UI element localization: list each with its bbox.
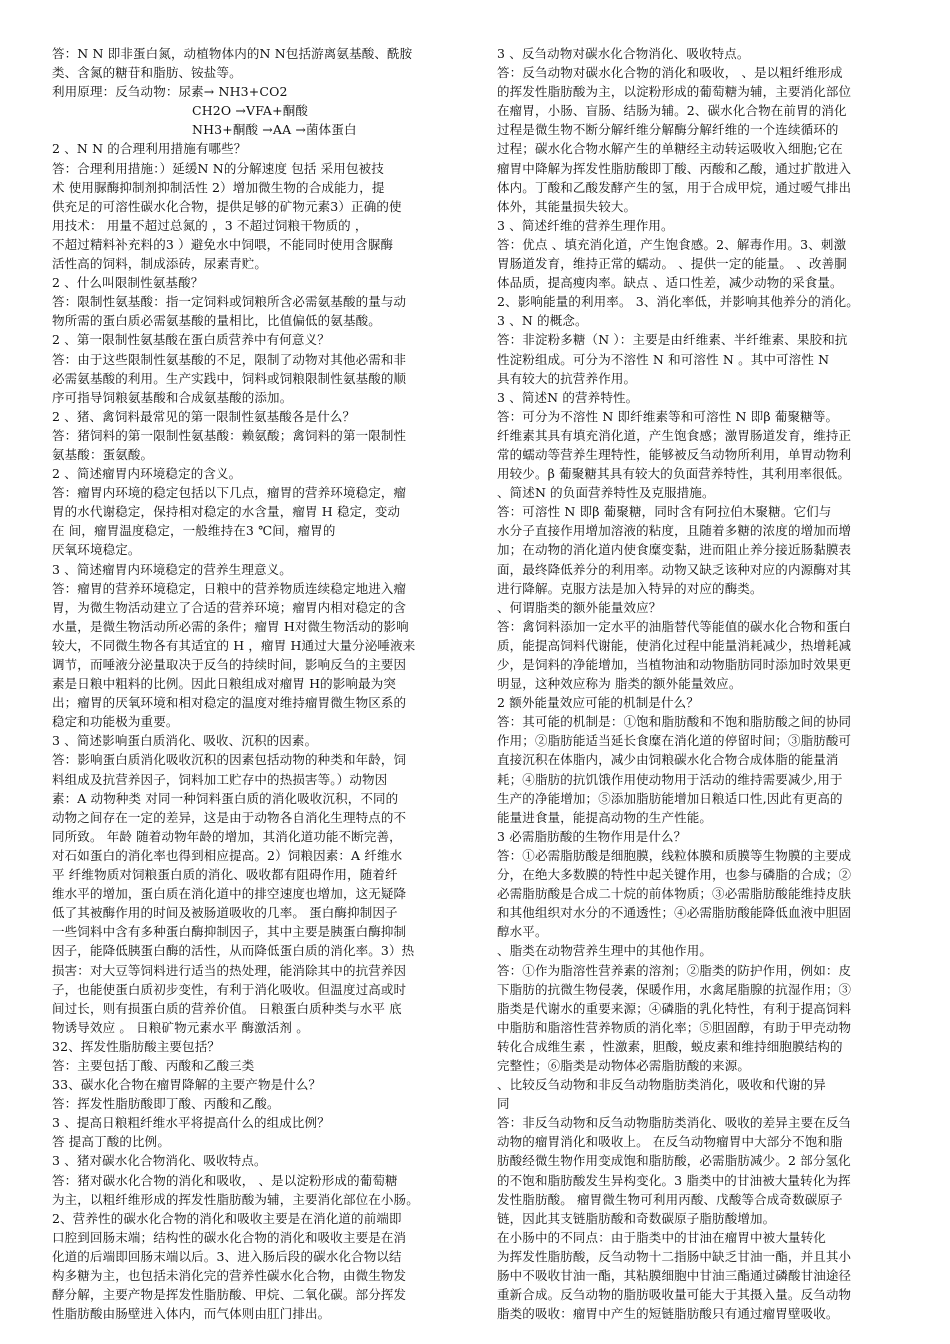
right-column-line: 在瘤胃，小肠、盲肠、结肠为辅。2、碳水化合物在前胃的消化: [497, 103, 847, 119]
right-column-line: 体内。丁酸和乙酸发酵产生的氢，用于合成甲烷，通过嗳气排出: [497, 179, 852, 195]
right-column-line: 分，在绝大多数膜的特性中起关键作用，也参与磷脂的合成；②: [497, 867, 852, 883]
right-column-line: 在小肠中的不同点：由于脂类中的甘油在瘤胃中被大量转化: [497, 1229, 826, 1245]
left-column-line: 类、含氮的糖苷和脂肪、铵盐等。: [52, 65, 242, 81]
left-column-line: 水量，是微生物活动所必需的条件；瘤胃 H对微生物活动的影响: [52, 618, 409, 634]
left-column-line: 调节，而唾液分泌量取决于反刍的持续时间，影响反刍的主要因: [52, 657, 407, 672]
left-column-line: 性脂肪酸由肠壁进入体内，而气体则由肛门排出。: [52, 1306, 331, 1322]
right-column-line: 耗；④脂肪的抗饥饿作用使动物用于活动的维持需要减少,用于: [497, 771, 843, 787]
right-column-line: 答：①作为脂溶性营养素的溶剂；②脂类的防护作用，例如：皮: [497, 962, 852, 978]
right-text-column: [497, 44, 912, 1323]
left-column-line: 一些饲料中含有多种蛋白酶抑制因子，其中主要是胰蛋白酶抑制: [52, 924, 407, 940]
left-column-line: 供充足的可溶性碳水化合物，提供足够的矿物元素3）正确的使: [52, 198, 402, 214]
left-column-line: 答：限制性氨基酸：指一定饲料或饲粮所含必需氨基酸的量与动: [52, 294, 407, 310]
right-column-line: 水分子直接作用增加溶液的粘度，且随着多糖的浓度的增加而增: [497, 523, 852, 539]
left-column-line: 物诱导效应 。 日粮矿物元素水平 酶激活剂 。: [52, 1019, 309, 1035]
right-column-line: 中脂肪和脂溶性营养物质的消化率；⑤胆固醇，有助于甲壳动物: [497, 1019, 852, 1035]
right-column-line: 瘤胃中降解为挥发性脂肪酸即丁酸、丙酸和乙酸，通过扩散进入: [497, 160, 852, 176]
right-column-line: 常的蠕动等营养生理特性，能够被反刍动物所利用，单胃动物利: [497, 446, 852, 462]
left-column-line: 为主，以粗纤维形成的挥发性脂肪酸为辅，主要消化部位在小肠。: [52, 1191, 419, 1207]
left-column-line: 料组成及抗营养因子，饲料加工贮存中的热损害等。）动物因: [52, 771, 388, 787]
right-column-line: 肠中不吸收甘油一酯，其粘膜细胞中甘油三酯通过磷酸甘油途径: [497, 1268, 852, 1283]
left-column-line: 术 使用脲酶抑制剂抑制活性 2）增加微生物的合成能力，提: [52, 179, 385, 195]
right-column-line: 2 额外能量效应可能的机制是什么？: [497, 695, 699, 711]
left-column-line: 2 、简述瘤胃内环境稳定的含义。: [52, 466, 242, 482]
right-column-line: 动物的瘤胃消化和吸收上。 在反刍动物瘤胃中大部分不饱和脂: [497, 1134, 843, 1150]
left-column-line: NH3+酮酸 →AA →菌体蛋白: [192, 122, 357, 138]
left-column-line: 2 、第一限制性氨基酸在蛋白质营养中有何意义？: [52, 332, 330, 348]
left-column-line: 2 、N N 的合理利用措施有哪些？: [52, 141, 247, 157]
left-column-line: 3 、简述瘤胃内环境稳定的营养生理意义。: [52, 561, 292, 577]
right-column-line: 醇水平。: [497, 924, 548, 940]
right-column-line: 答：①必需脂肪酸是细胞膜，线粒体膜和质膜等生物膜的主要成: [497, 847, 852, 863]
right-column-line: 生产的净能增加；⑤添加脂肪能增加日粮适口性,因此有更高的: [497, 790, 843, 806]
right-column-line: 具有较大的抗营养作用。: [497, 370, 637, 386]
left-column-line: 化道的后端即回肠末端以后。3、进入肠后段的碳水化合物以结: [52, 1248, 402, 1264]
right-column-line: 明显，这种效应称为 脂类的额外能量效应。: [497, 676, 742, 692]
left-column-line: CH2O →VFA+酮酸: [192, 103, 309, 119]
left-column-line: 3 、猪对碳水化合物消化、吸收特点。: [52, 1153, 267, 1169]
left-column-line: 间过长，则有损蛋白质的营养价值。 日粮蛋白质种类与水平 底: [52, 1000, 402, 1016]
right-column-line: 过程是微生物不断分解纤维分解酶分解纤维的一个连续循环的: [497, 122, 839, 138]
right-column-line: 3 、简述N 的营养特性。: [497, 389, 639, 405]
left-column-line: 胃，为微生物活动建立了合适的营养环境；瘤胃内相对稳定的含: [52, 599, 407, 615]
left-column-line: 3 、提高日粮粗纤维水平将提高什么的组成比例？: [52, 1115, 330, 1131]
left-column-line: 平 纤维物质对饲粮蛋白质的消化、吸收都有阻碍作用，随着纤: [52, 867, 398, 883]
right-column-line: 同: [497, 1096, 510, 1112]
right-column-line: 重新合成。反刍动物的脂肪吸收量可能大于其摄入量。反刍动物: [497, 1287, 852, 1303]
left-column-line: 2 、什么叫限制性氨基酸？: [52, 275, 204, 291]
left-column-line: 答：影响蛋白质消化吸收沉积的因素包括动物的种类和年龄，饲: [52, 752, 407, 768]
right-column-line: 能量进食量，能提高动物的生产性能。: [497, 809, 713, 825]
right-column-line: 的挥发性脂肪酸为主，以淀粉形成的葡萄糖为辅，主要消化部位: [497, 84, 852, 100]
right-column-line: 、脂类在动物营养生理中的其他作用。: [497, 943, 713, 959]
left-column-line: 答：猪对碳水化合物的消化和吸收， 、是以淀粉形成的葡萄糖: [52, 1172, 398, 1188]
left-column-line: 答：N N 即非蛋白氮，动植物体内的N N包括游离氨基酸、酰胺: [52, 46, 413, 61]
left-column-line: 答：由于这些限制性氨基酸的不足，限制了动物对其他必需和非: [52, 351, 407, 367]
right-column-line: 脂类是代谢水的重要来源；④磷脂的乳化特性，有利于提高饲料: [497, 1000, 852, 1016]
left-column-line: 维水平的增加，蛋白质在消化道中的排空速度也增加，这无疑降: [52, 886, 407, 902]
left-column-line: 答：合理利用措施：）延缓N N的分解速度 包括 采用包被技: [52, 160, 384, 176]
left-column-line: 答：瘤胃内环境的稳定包括以下几点，瘤胃的营养环境稳定，瘤: [52, 485, 407, 501]
left-column-line: 答：挥发性脂肪酸即丁酸、丙酸和乙酸。: [52, 1096, 280, 1112]
left-column-line: 不超过精料补充料的3 ）避免水中饲喂，不能同时使用含脲酶: [52, 236, 394, 252]
left-column-line: 32、挥发性脂肪酸主要包括？: [52, 1038, 221, 1054]
left-column-line: 低了其被酶作用的时间及被肠道吸收的几率。 蛋白酶抑制因子: [52, 905, 398, 921]
left-column-line: 稳定和功能极为重要。: [52, 714, 179, 730]
left-column-line: 2 、猪、禽饲料最常见的第一限制性氨基酸各是什么？: [52, 408, 356, 424]
right-column-line: 少，是饲料的净能增加，当植物油和动物脂肪同时添加时效果更: [497, 657, 852, 672]
right-column-line: 体外，其能量损失较大。: [497, 198, 637, 214]
right-column-line: 3 、简述纤维的营养生理作用。: [497, 217, 674, 233]
right-column-line: 答：其可能的机制是：①饱和脂肪酸和不饱和脂肪酸之间的协同: [497, 714, 852, 730]
right-column-line: 3 、N 的概念。: [497, 313, 588, 329]
right-column-line: 体品质，提高瘦肉率。缺点 、适口性差，减少动物的采食量。: [497, 275, 843, 291]
left-text-column: [52, 44, 467, 1323]
left-column-line: 2、营养性的碳水化合物的消化和吸收主要是在消化道的前端即: [52, 1210, 402, 1226]
right-column-line: 和其他组织对水分的不通透性；④必需脂肪酸能降低血液中胆固: [497, 905, 852, 921]
left-column-line: 较大，不同微生物各有其适宜的 H ，瘤胃 H通过大量分泌唾液来: [52, 637, 416, 653]
right-column-line: 答：禽饲料添加一定水平的油脂替代等能值的碳水化合物和蛋白: [497, 618, 852, 634]
left-column-line: 必需氨基酸的利用。生产实践中，饲料或饲粮限制性氨基酸的顺: [52, 370, 407, 386]
left-column-line: 答：主要包括丁酸、丙酸和乙酸三类: [52, 1057, 255, 1073]
left-column-line: 子，也能使蛋白质初步变性，有利于消化吸收。但温度过高或时: [52, 981, 407, 997]
right-column-line: 、何谓脂类的额外能量效应？: [497, 599, 662, 615]
right-column-line: 作用；②脂肪能适当延长食糜在消化道的停留时间；③脂肪酸可: [497, 733, 852, 749]
left-column-line: 同所致。 年龄 随着动物年龄的增加，其消化道功能不断完善，: [52, 828, 402, 844]
right-column-line: 转化合成维生素 ，性激素，胆酸，蜕皮素和维持细胞膜结构的: [497, 1038, 843, 1054]
right-column-line: 用较少。β 葡聚糖其具有较大的负面营养特性，其利用率很低。: [497, 466, 851, 482]
left-column-line: 素是日粮中粗料的比例。因此日粮组成对瘤胃 H的影响最为突: [52, 676, 397, 692]
left-column-line: 答：猪饲料的第一限制性氨基酸：赖氨酸；禽饲料的第一限制性: [52, 427, 407, 443]
right-column-line: 3 必需脂肪酸的生物作用是什么？: [497, 828, 687, 844]
right-column-line: 答：非淀粉多糖（N ）：主要是由纤维素、半纤维素、果胶和抗: [497, 332, 848, 348]
right-column-line: 3 、反刍动物对碳水化合物消化、吸收特点。: [497, 46, 750, 61]
right-column-line: 答：非反刍动物和反刍动物脂肪类消化、吸收的差异主要在反刍: [497, 1115, 852, 1131]
right-column-line: 直接沉积在体脂内，减少由饲粮碳水化合物合成体脂的能量消: [497, 752, 839, 768]
right-column-line: 质，能提高饲料代谢能，使消化过程中能量消耗减少，热增耗减: [497, 637, 852, 653]
right-column-line: 性淀粉组成。可分为不溶性 N 和可溶性 N 。其中可溶性 N: [497, 351, 830, 367]
right-column-line: 面，最终降低养分的利用率。动物又缺乏该种对应的内源酶对其: [497, 561, 852, 577]
left-column-line: 因子，能降低胰蛋白酶的活性，从而降低蛋白质的消化率。3）热: [52, 943, 415, 959]
right-column-line: 为挥发性脂肪酸，反刍动物十二指肠中缺乏甘油一酯，并且其小: [497, 1248, 852, 1264]
left-column-line: 素：A 动物种类 对同一种饲料蛋白质的消化吸收沉积，不同的: [52, 790, 399, 806]
right-column-line: 肪酸经微生物作用变成饱和脂肪酸，必需脂肪减少。2 部分氢化: [497, 1153, 851, 1169]
left-column-line: 对石如蛋白的消化率也得到相应提高。2）饲粮因素：A 纤维水: [52, 847, 403, 863]
left-column-line: 口腔到回肠末端；结构性的碳水化合物的消化和吸收主要是在消: [52, 1229, 407, 1245]
left-column-line: 酵分解，主要产物是挥发性脂肪酸、甲烷、二氧化碳。部分挥发: [52, 1287, 407, 1303]
left-column-line: 答 提高丁酸的比例。: [52, 1134, 170, 1150]
left-column-line: 序可指导饲粮氨基酸和合成氨基酸的添加。: [52, 389, 293, 405]
right-column-line: 的不饱和脂肪酸发生异构变化。3 脂类中的甘油被大量转化为挥: [497, 1172, 851, 1188]
right-column-line: 纤维素其具有填充消化道，产生饱食感；激胃肠道发育，维持正: [497, 427, 852, 443]
left-column-line: 厌氧环境稳定。: [52, 542, 141, 558]
right-column-line: 答：可分为不溶性 N 即纤维素等和可溶性 N 即β 葡聚糖等。: [497, 408, 839, 424]
left-column-line: 构多糖为主，也包括未消化完的营养性碳水化合物，由微生物发: [52, 1268, 407, 1283]
left-column-line: 答：瘤胃的营养环境稳定，日粮中的营养物质连续稳定地进入瘤: [52, 580, 407, 596]
right-column-line: 脂类的吸收：瘤胃中产生的短链脂肪酸只有通过瘤胃壁吸收。: [497, 1306, 839, 1322]
left-column-line: 物所需的蛋白质必需氨基酸的量相比，比值偏低的氨基酸。: [52, 313, 381, 329]
right-column-line: 、简述N 的负面营养特性及克服措施。: [497, 485, 715, 501]
right-column-line: 发性脂肪酸。 瘤胃微生物可利用丙酸、戊酸等合成奇数碳原子: [497, 1191, 843, 1207]
left-column-line: 损害：对大豆等饲料进行适当的热处理，能消除其中的抗营养因: [52, 962, 407, 978]
right-column-line: 下脂肪的抗微生物侵袭，保暖作用，水禽尾脂腺的抗湿作用；③: [497, 981, 852, 997]
left-column-line: 出；瘤胃的厌氧环境和相对稳定的温度对维持瘤胃微生物区系的: [52, 695, 407, 711]
left-column-line: 胃的水代谢稳定，保持相对稳定的水含量，瘤胃 H 稳定，变动: [52, 504, 401, 520]
left-column-line: 利用原理：反刍动物：尿素→ NH3+CO2: [52, 84, 288, 100]
left-column-line: 活性高的饲料，制成添砖，尿素青贮。: [52, 256, 268, 272]
left-column-line: 3 、简述影响蛋白质消化、吸收、沉积的因素。: [52, 733, 318, 749]
right-column-line: 胃肠道发育，维持正常的蠕动。 、提供一定的能量。 、改善胴: [497, 256, 847, 272]
right-column-line: 链，因此其支链脂肪酸和奇数碳原子脂肪酸增加。: [497, 1210, 776, 1226]
left-column-line: 33、碳水化合物在瘤胃降解的主要产物是什么？: [52, 1077, 322, 1093]
right-column-line: 2、影响能量的利用率。 3、消化率低，并影响其他养分的消化。: [497, 294, 859, 310]
left-column-line: 在 间，瘤胃温度稳定，一般维持在3 ℃间，瘤胃的: [52, 523, 336, 539]
right-column-line: 必需脂肪酸是合成二十烷的前体物质；③必需脂肪酸能维持皮肤: [497, 886, 852, 902]
right-column-line: 完整性；⑥脂类是动物体必需脂肪酸的来源。: [497, 1057, 751, 1073]
right-column-line: 、比较反刍动物和非反刍动物脂肪类消化，吸收和代谢的异: [497, 1077, 826, 1093]
left-column-line: 用技术： 用量不超过总氮的 ，3 不超过饲粮干物质的 ，: [52, 217, 368, 233]
right-column-line: 答：可溶性 N 即β 葡聚糖，同时含有阿拉伯木聚糖。它们与: [497, 504, 832, 520]
right-column-line: 进行降解。克服方法是加入特异的对应的酶类。: [497, 580, 763, 596]
left-column-line: 动物之间存在一定的差异，这是由于动物各自消化生理特点的不: [52, 809, 407, 825]
right-column-line: 过程；碳水化合物水解产生的单糖经主动转运吸收入细胞;它在: [497, 141, 843, 157]
right-column-line: 答：反刍动物对碳水化合物的消化和吸收， 、是以粗纤维形成: [497, 65, 843, 81]
left-column-line: 氨基酸：蛋氨酸。: [52, 446, 154, 462]
right-column-line: 加；在动物的消化道内使食糜变黏，进而阻止养分接近肠黏膜表: [497, 542, 852, 558]
right-column-line: 答：优点 、填充消化道，产生饱食感。2、解毒作用。3、刺激: [497, 236, 847, 252]
